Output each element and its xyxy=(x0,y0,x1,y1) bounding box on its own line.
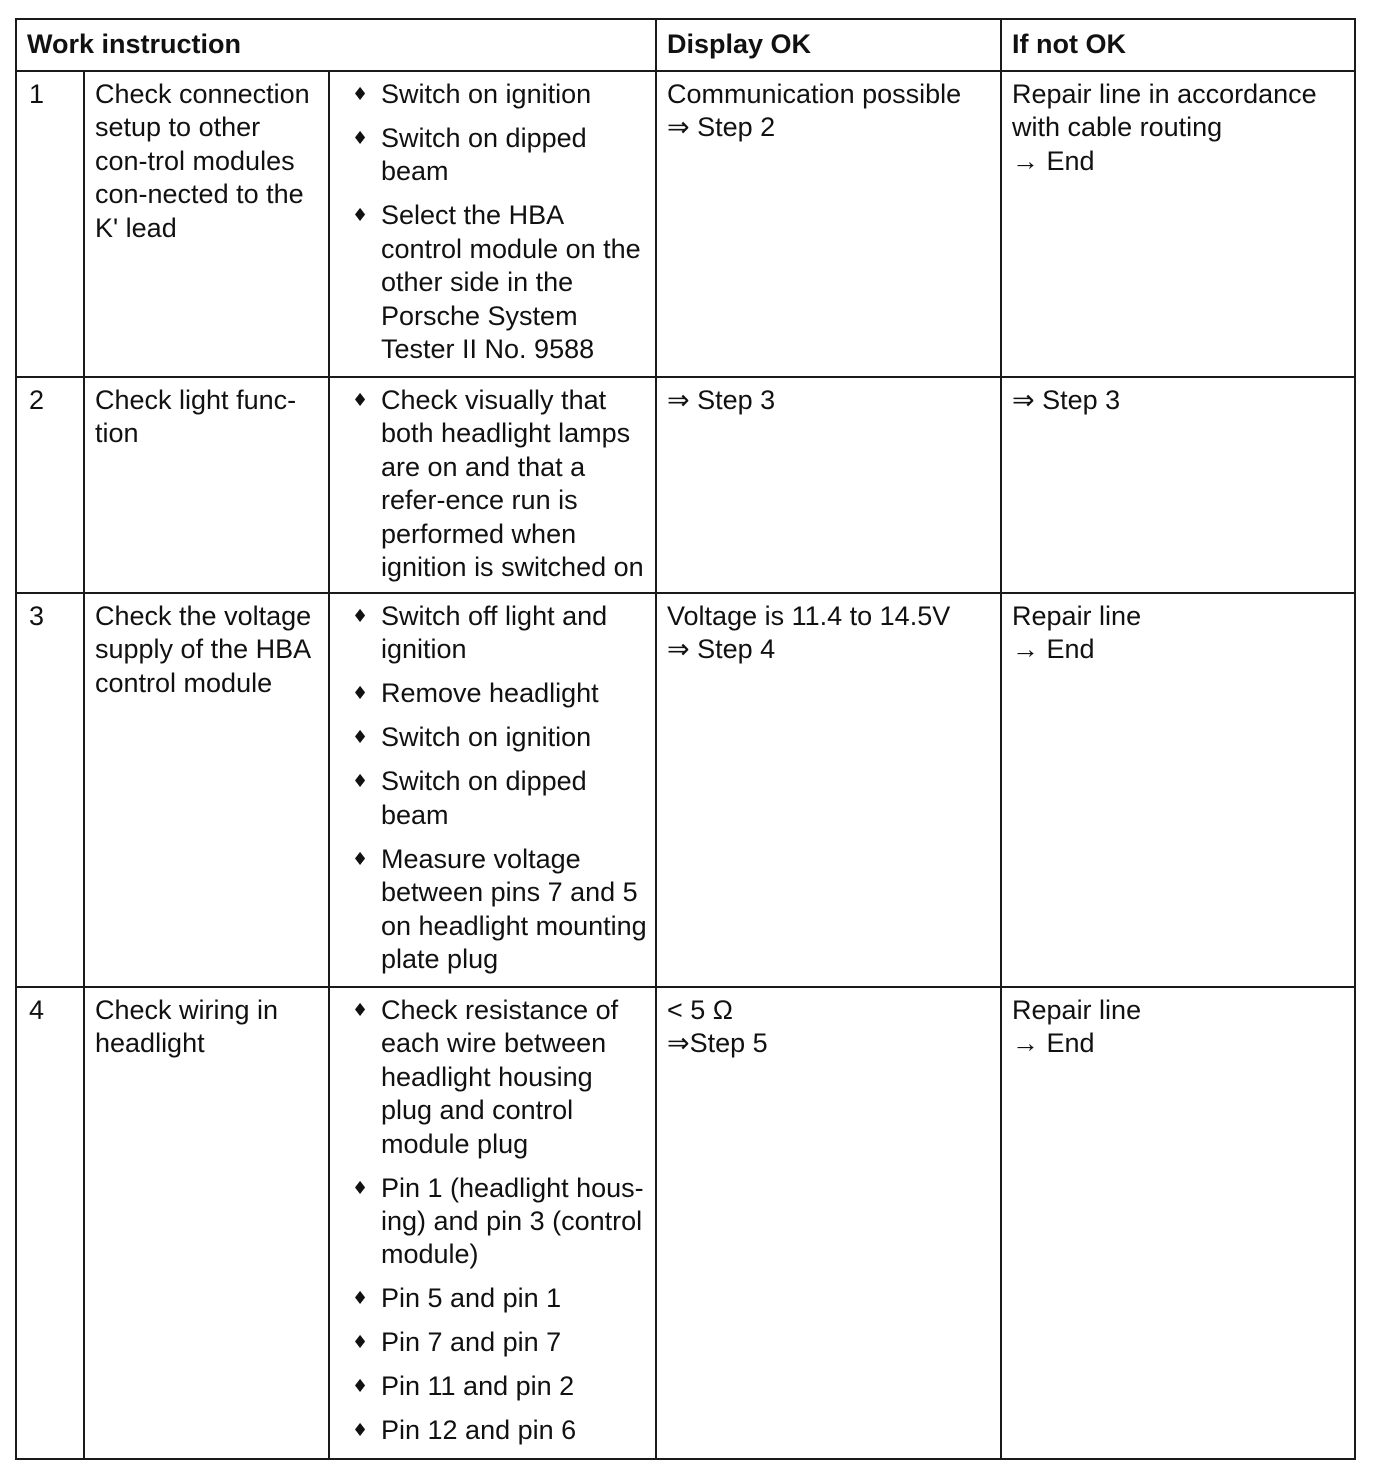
step-number-cell xyxy=(16,71,84,377)
list-item xyxy=(340,1326,647,1359)
if-not-ok-next-step: ⇒ Step 3 xyxy=(1012,385,1121,415)
instructions-cell xyxy=(329,71,656,377)
instruction-text: Switch on dipped beam xyxy=(381,123,587,187)
if-not-ok-text: Repair line xyxy=(1012,995,1142,1025)
display-ok-text: Voltage is 11.4 to 14.5V xyxy=(667,601,951,631)
instruction-text: Pin 5 and pin 1 xyxy=(381,1283,562,1314)
step-number-cell xyxy=(16,377,84,593)
if-not-ok-cell xyxy=(1001,377,1355,593)
diamond-bullet-icon: ♦ xyxy=(352,84,369,105)
diamond-bullet-icon: ♦ xyxy=(352,1420,369,1442)
diamond-bullet-icon: ♦ xyxy=(352,1376,369,1398)
instruction-text: Switch off light and ignition xyxy=(381,601,608,665)
list-item xyxy=(340,199,647,366)
display-ok-next-step: ⇒Step 5 xyxy=(667,1028,768,1059)
instruction-text: Measure voltage between pins 7 and 5 on headlight mounting plate plug xyxy=(381,843,647,975)
table-row xyxy=(16,593,1355,987)
if-not-ok-next-step: → End xyxy=(1012,634,1095,665)
display-ok-cell xyxy=(656,593,1001,987)
if-not-ok-cell xyxy=(1001,71,1355,377)
list-item xyxy=(340,765,647,832)
diamond-bullet-icon: ♦ xyxy=(352,128,369,149)
check-text: Check connection setup to other con-trol modules con-nected to the K' lead xyxy=(95,79,310,243)
display-ok-next-step: ⇒ Step 2 xyxy=(667,112,776,143)
list-item xyxy=(340,994,647,1161)
check-text: Check the voltage supply of the HBA control module xyxy=(95,601,312,698)
instruction-text: Remove headlight xyxy=(381,678,599,709)
instructions-cell xyxy=(329,987,656,1459)
display-ok-next-step: ⇒ Step 3 xyxy=(667,385,776,415)
list-item xyxy=(340,677,647,710)
diamond-bullet-icon: ♦ xyxy=(352,390,369,411)
display-ok-cell xyxy=(656,987,1001,1459)
list-item xyxy=(340,122,647,189)
instruction-text: Switch on ignition xyxy=(381,79,592,109)
instruction-text: Check resistance of each wire between headlight housing plug and control module plug xyxy=(381,995,619,1159)
header-display-ok: Display OK xyxy=(656,19,1001,71)
instruction-text: Switch on dipped beam xyxy=(381,766,587,830)
list-item xyxy=(340,1172,647,1272)
list-item xyxy=(340,843,647,977)
diamond-bullet-icon: ♦ xyxy=(352,1332,369,1354)
table-row xyxy=(16,377,1355,593)
list-item xyxy=(340,721,647,754)
instruction-list xyxy=(340,78,647,366)
list-item xyxy=(340,78,647,111)
list-item xyxy=(340,600,647,667)
step-number: 1 xyxy=(29,79,45,109)
list-item xyxy=(340,1282,647,1315)
instruction-text: Switch on ignition xyxy=(381,722,592,753)
list-item xyxy=(340,384,647,584)
diamond-bullet-icon: ♦ xyxy=(352,771,369,793)
list-item xyxy=(340,1414,647,1447)
header-work-instruction: Work instruction xyxy=(16,19,656,71)
diamond-bullet-icon: ♦ xyxy=(352,205,369,227)
table-row xyxy=(16,987,1355,1459)
diamond-bullet-icon: ♦ xyxy=(352,727,369,749)
instruction-list xyxy=(340,384,647,584)
display-ok-cell xyxy=(656,377,1001,593)
diamond-bullet-icon: ♦ xyxy=(352,1000,369,1021)
display-ok-text: < 5 Ω xyxy=(667,995,733,1025)
header-if-not-ok: If not OK xyxy=(1001,19,1355,71)
step-number: 3 xyxy=(29,601,45,631)
list-item xyxy=(340,1370,647,1403)
display-ok-cell xyxy=(656,71,1001,377)
check-cell xyxy=(84,593,329,987)
table-row xyxy=(16,71,1355,377)
instruction-text: Select the HBA control module on the other side in the Porsche System Tester II No. 9588 xyxy=(381,200,641,365)
header-row xyxy=(16,19,1355,71)
if-not-ok-next-step: → End xyxy=(1012,145,1095,176)
instruction-list xyxy=(340,994,647,1448)
check-text: Check wiring in headlight xyxy=(95,995,279,1059)
if-not-ok-next-step: → End xyxy=(1012,1028,1095,1059)
display-ok-text: Communication possible xyxy=(667,79,962,109)
instruction-text: Pin 11 and pin 2 xyxy=(381,1371,575,1402)
work-instruction-table xyxy=(15,18,1356,1460)
diamond-bullet-icon: ♦ xyxy=(352,848,369,870)
diamond-bullet-icon: ♦ xyxy=(352,683,369,705)
diamond-bullet-icon: ♦ xyxy=(352,606,369,627)
check-text: Check light func-tion xyxy=(95,385,297,449)
if-not-ok-cell xyxy=(1001,593,1355,987)
check-cell xyxy=(84,987,329,1459)
check-cell xyxy=(84,377,329,593)
if-not-ok-text: Repair line xyxy=(1012,601,1142,631)
diamond-bullet-icon: ♦ xyxy=(352,1288,369,1310)
instruction-text: Pin 7 and pin 7 xyxy=(381,1327,562,1358)
instructions-cell xyxy=(329,377,656,593)
if-not-ok-text: Repair line in accordance xyxy=(1012,79,1317,109)
check-cell xyxy=(84,71,329,377)
display-ok-next-step: ⇒ Step 4 xyxy=(667,634,776,665)
step-number: 4 xyxy=(29,995,45,1025)
step-number-cell xyxy=(16,593,84,987)
instruction-text: Pin 12 and pin 6 xyxy=(381,1415,577,1446)
diamond-bullet-icon: ♦ xyxy=(352,1177,369,1199)
instruction-text: Pin 1 (headlight hous-ing) and pin 3 (control module) xyxy=(381,1172,644,1270)
if-not-ok-cell xyxy=(1001,987,1355,1459)
step-number-cell xyxy=(16,987,84,1459)
instruction-list xyxy=(340,600,647,976)
step-number: 2 xyxy=(29,385,45,415)
instructions-cell xyxy=(329,593,656,987)
if-not-ok-text: with cable routing xyxy=(1012,112,1223,143)
instruction-text: Check visually that both headlight lamps are on and that a refer-ence run is performed when ignition is switched on xyxy=(381,385,644,583)
